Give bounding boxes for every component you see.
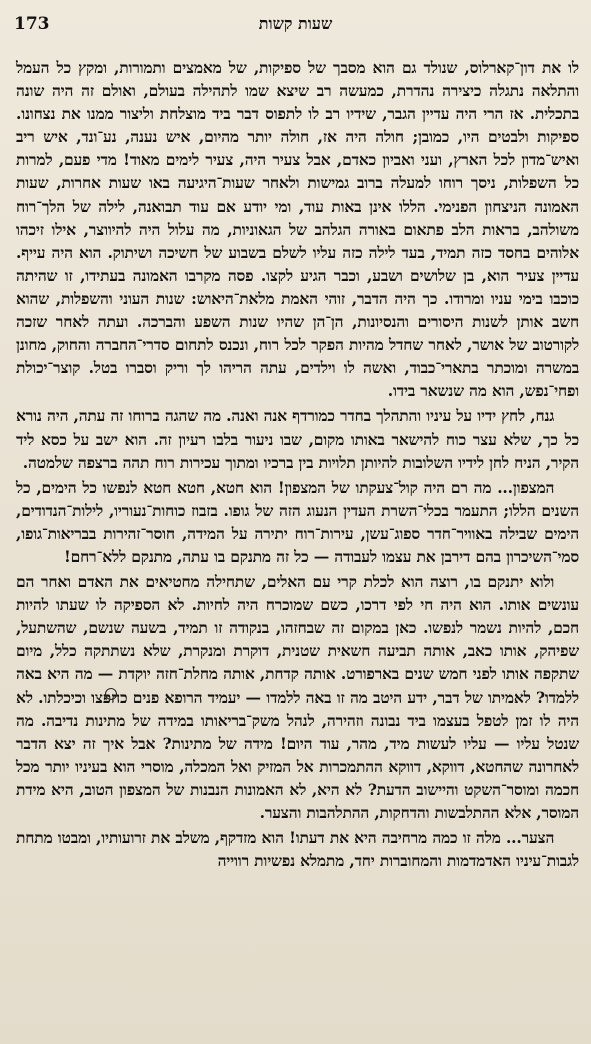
paragraph: לו את דון־קארלוס, שנולד גם הוא מסבך של ספיקות, של מאמצים ותמורות, ומקץ כל העמל והתלאה נתגלה כיצירה נהדרת, כמעשה רב שיצא שמו לתהילה בעולם, ואולם זה היה שונה בתכלית. אז הרי היה עדיין הגבר, שידיו רב לו לתפוס דבר ביד מוצלחת וליצור ממנו את נצחונו. ספיקות ולבטים היו, כמובן; חולה היה אז, חולה יותר מהיום, איש נענה, נע־ונד, איש ריב ואיש־מדון לכל הארץ, ועני ואביון כאדם, אבל צעיר היה, צעיר לימים מאוד! מדי פעם, למרות כל השפלות, ניסך רוחו למעלה ברוב גמישות ולאחר שעות־היגיעה באו שעות אחרות, שעות האמונה הניצחון הפנימי. הללו אינן באות עוד, ומי יודע אם עוד תבואנה, לילה של הלך־רוח משולהב, בראות הלב פתאום באורה הגלהב של הגאוניות, מה עלול היה להיווצר, אילו זיכהו אלוהים בחסד כזה תמיד, בעד לילה כזה עליו לשלם בשבוע של חשיכה ושיתוק. הוא היה עייף. עדיין צעיר הוא, בן שלושים ושבע, וכבר הגיע לקצו. פסה מקרבו האמונה בעתידו, זו שהיתה כוכבו בימי עניו ומרודו. כך היה הדבר, זוהי האמת מלאת־היאוש: שנות העוני והשפלות, שהוא חשב אותן לשנות היסורים והנסיונות, הן־הן שהיו שנות השפע והברכה. ועתה לאחר שזכה לקורטוב של אושר, לאחר שחדל מהיות הפקר לכל רוח, ונכנס לתחום סדרי־החברה והחוק, מחונן במשרה ומוכתר בתארי־כבוד, ואשה לו וילדים, עתה הריהו לך וריק וסברו בטל. קוצר־יכולת ופחי־נפש, הוא מה שנשאר בידו. — [16, 58, 579, 401]
paragraph: גנח, לחץ ידיו על עיניו והתהלך בחדר כמורדף אנה ואנה. מה שהגה ברוחו זה עתה, היה נורא כל כך, שלא עצר כוח להישאר באותו מקום, שבו ניעור בלבו רעיון זה. הוא ישב על כסא ליד הקיר, הניח לחן לידיו השלובות להיותן תלויות בין ברכיו ומתוך עכירות רוח תהה ברצפה שלמטה. — [16, 406, 579, 472]
margin-circle-mark — [105, 688, 117, 700]
paragraph: המצפון... מה רם היה קול־צעקתו של המצפון! הוא חטא, חטא חטא לנפשו כל הימים, כל השנים הללו; התעמר בכלי־השרת העדין הנעוג הזה של גופו. בזבוז כוחות־נעוריו, לילות־הנדודים, הימים שבילה באוויר־חדר ספוג־עשן, עירות־רוח יתירה על המידה, חוסר־זהירות בבריאות־גופו, סמי־השיכרון בהם דירבן את עצמו לעבודה — כל זה מתנקם בו עתה, מתנקם ללא־רחם! — [16, 477, 579, 566]
body-text — [16, 56, 579, 872]
paragraph: ולוא יתנקם בו, רוצה הוא לכלת קרי עם האלים, שתחילה מחטיאים את האדם ואחר הם עונשים אותו. הוא היה חי לפי דרכו, כשם שמוכרח היה לחיות. לא הספיקה לו שעתו להיות חכם, להיות נשמר לנפשו. כאן במקום זה שבחזהו, בנקודה זו תמיד, בשעה שנשם, שהשתעל, שפיהק, אותו כאב, אותה תביעה חשאית שטנית, דוקרת ומנקרת, שלא נשתתקה כלל, מיום שתקפה אותו לפני חמש שנים בארפורט. אותה קדחת, אותה מחלת־חזה יוקדת — מה היא באה ללמדו? לאמיתו של דבר, ידע היטב מה זו באה ללמדו — יעמיד הרופא פנים כחפצו וכיכלתו. לא היה לו זמן לטפל בעצמו ביד נבונה וזהירה, לנהל משק־בריאותו במידה של מתינות נדיבה. מה שנטל עליו — עליו לעשות מיד, מהר, עוד היום! מידה של מתינות? אבל איך זה יצא הדבר לאחרונה שהחטא, דווקא, דווקא ההתמכרות אל המזיק ואל המכלה, מוסרי הוא בעיניו יותר מכל חכמה ומוסר־השקט והיישוב הדעת? לא היא, לא האמונות הנבנות של המצפון הטוב, היא מידת המוסר, אלא ההתלבשות והדחקות, ההתלהבות והצער. — [16, 572, 579, 822]
running-title: שעות קשות — [258, 14, 333, 33]
page-header — [14, 14, 577, 40]
paragraph: הצער... מלה זו כמה מרחיבה היא את דעתו! הוא מזדקף, משלב את זרועותיו, ומבטו מתחת לגבות־עיניו האדמדמות והמחוברות יחד, מתמלא נפשיות רווייה — [16, 828, 579, 871]
page-number: 173 — [14, 14, 50, 34]
